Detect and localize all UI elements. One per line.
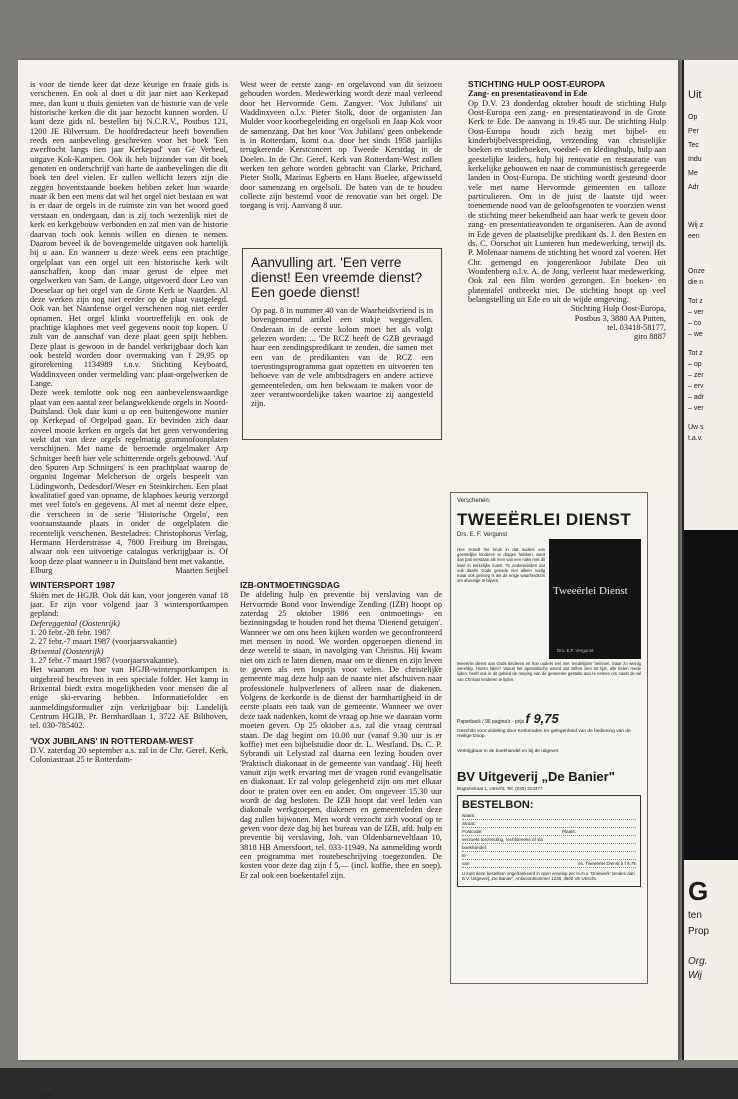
order-form-title: BESTELBON:: [462, 799, 534, 811]
order-form-note: U kunt deze bestelbon ongefrankeerd in open envelop per m.m.v. 'Drukwerk' zenden aan B.V. Uitgeverij „De Banier", Antwoordnummer 1238, 3500 VE Utrecht.: [462, 871, 635, 881]
p2-line-5: Indu: [688, 156, 702, 163]
form-bookshop-field[interactable]: [462, 845, 636, 852]
p2-line-10: Onze: [688, 268, 705, 275]
ad-price-line: [457, 711, 559, 726]
p2-line-7: Adr: [688, 184, 699, 191]
form-send-field[interactable]: [462, 837, 636, 844]
form-name-label: Naam:: [462, 813, 476, 818]
book-cover-author: Drs. E.F. Vergunst: [557, 648, 594, 653]
p2-line-12: Tot z: [688, 298, 703, 305]
ad-description: Hoe zeradt het kruis in dat ouders van geestelijke kinderen te dragen hebben, want dan pas verstaan als men van een naks met dit kwel in kerkelijke kunst. Te onderwindien dat ook daarin Gods genade niet alleen nodig maar ook genoeg is als de enige waarheidszin om afwezige te blijven.: [457, 547, 545, 584]
ad-author: Drs. E. F. Vergunst: [457, 532, 508, 538]
order-form[interactable]: [457, 795, 641, 887]
ad-note-2: Verkrijgbaar in de boekhandel en bij de uitgever.: [457, 749, 560, 754]
p2-line-11: die n: [688, 279, 704, 286]
p2-line-22: Uw s: [688, 424, 704, 431]
publisher-name: BV Uitgeverij „De Banier": [457, 769, 615, 784]
form-van-label: van: [462, 861, 470, 866]
wintersport-location-1: Defereggental (Oostenrijk): [30, 618, 120, 628]
p2-big-letter: G: [688, 876, 709, 906]
wintersport-date-3: 1. 27 febr.-7 maart 1987 (voorjaarsvakantie).: [30, 655, 179, 665]
signature-place: Elburg: [30, 565, 53, 575]
orgel-paragraph: Deze week temlotte ook nog een aanbevelenswaardige plaat van een aantal zeer belangwekkende orgels in Noord-Duitsland. Ook daar kunt u op een buitengewone manier op Kerkepad of Orgelpad gaan. Er bevinden zich daar zoveel mooie kerken en orgels dat het geen verwondering wekt dat van deze orgels regelmatig grammofoonplaten verschijnen. Met name de beroemde orgelmaker Arp Schnitger heeft hier vele schitterende orgels gebouwd. 'Auf den Spuren Arp Schnitgers' is een prachtplaat waarop de organist Ingemar Melcherson de orgels bespeelt van Lüdingworth, Dedesdorf/Weser en Steinkirchen. Een plaat kwalitatief goed van opname, de klaphoes keurig verzorgd met veel foto's en gegevens. Al met al neemt deze elpee, die verscheen in de serie 'Historische Orgeln', een vooraanstaande plaats in onder de orgelplaten die recentelijk verschenen. Besteladres: Christophorus Verlag, Hermann Herderstrasse 4, 7800 Freiburg im Breisgau, alwaar ook een uitvoerige catalogus verkrijgbaar is. Of koop deze plaat wanneer u in Duitsland bent met vakantie.: [30, 388, 228, 566]
price-label: Paperback / 96 pagina's - prijs: [457, 719, 525, 725]
ad-pre-title: Verschenen:: [457, 498, 491, 504]
form-bookshop-label: boekhandel:: [462, 845, 488, 850]
wintersport-text-2: Het waarom en hoe van HGJB-wintersportkampen is uitgebreid beschreven in een speciale folder. Het kamp in Brixental biedt extra mogelijkheden voor mensen die al enige ski-ervaring hebben. Informatiefolder en aanmeldingsformulier zijn verkrijgbaar bij: Landelijk Centrum HGJB, Pr. Bernhardlaan 1, 3722 AE Bilthoven, tel. 030-785402.: [30, 665, 228, 731]
form-send-label: verzoekt toezending, rechtstreeks of via: [462, 837, 543, 842]
address-line-4: giro 8887: [633, 332, 666, 342]
p2-line-17: – op: [688, 361, 702, 368]
ad-description-2: tweeërlei dienst aan Gods kinderen en hun ouders wel met 'medelijden' beinnen, maar zo weinig wereldig. Hoezo falen? Vanuit het apostolische woord dat zelfen zien tot lijdt, alle leden mede lijden, heeft ook in dit gebied de roeping van de gemeente gestalte aan te nemen om naast de wil van Christus kinderen te lijden.: [457, 661, 641, 682]
p2-line-19: – erv: [688, 383, 704, 390]
wintersport-text: Skiën met de HGJB. Ook dát kan, voor jongeren vanaf 18 jaar. Er zijn voor volgend jaar 3 wintersportkampen gepland:: [30, 590, 228, 619]
p2-prop: Prop: [688, 926, 710, 937]
heading-wintersport: WINTERSPORT 1987: [30, 580, 116, 591]
address-line-1: Stichting Hulp Oost-Europa,: [570, 304, 666, 314]
column-2-bottom: [240, 575, 442, 1045]
column-3: [468, 80, 666, 520]
publisher-address: Bogtenstraat 1, Utrecht. Tel. (030) 313377: [457, 786, 543, 791]
form-te-field[interactable]: [462, 853, 636, 860]
page-number: 626: [42, 1092, 52, 1099]
form-street-field[interactable]: [462, 821, 636, 828]
price-value: f 9,75: [525, 711, 559, 726]
heading-izb: IZB-ONTMOETINGSDAG: [240, 580, 340, 590]
ad-note-1: Geschikt voor uitdeling door Kerkeraden ter gelegenheid van de bediening van de Heilige Doop.: [457, 729, 631, 739]
ad-title: TWEEËRLEI DIENST: [457, 510, 632, 529]
p2-line-2: Op: [688, 114, 698, 121]
column-2-top: [240, 80, 442, 245]
address-line-3: tel. 03418-58177,: [607, 322, 666, 332]
correction-box: [242, 248, 442, 440]
p2-ten: ten: [688, 910, 702, 921]
p2-line-14: – co: [688, 320, 702, 327]
p2-line-13: – ver: [688, 309, 704, 316]
stichting-subheading: Zang- en presentatieavond in Ede: [468, 89, 588, 99]
stichting-text: Op D.V. 23 donderdag oktober houdt de stichting Hulp Oost-Europa een zang- en presentatieavond in de Grote Kerk te Ede. De aanvang is 19.45 uur. De stichting Hulp Oost-Europa houdt zich bezig met bijbel- en kinderbijbelverspreiding, verzending van christelijke boeken en studieboeken, voedsel- en kledinghulp, hulp aan geestelijke leiders, hulp bij renovatie en restauratie van kerkelijke gebouwen en naar de communistisch geregeerde landen in Oost-Europa. De stichting wordt gesteund door vele met name Hervormde gemeenten en talloze particulieren. Om in de juist de laatste tijd weer toenemende nood van de geloofsgenoten te voorzien wenst de stichting meer bekendheid aan haar werk te geven door zang- en presentatieavonden te organiseren. Aan de avond in Ede geven de plaatselijke predikant ds. J. den Besten en ds. C. Oorschot uit Lunteren hun medewerking, terwijl ds. P. Molenaar namens de stichting het woord zal voeren. Het Chr. gemengd en jongerenkoor Jubilate Deo uit Woudenberg o.l.v. A. de Jong, verleent haar medewerking. Ook zal een film worden gezongen. En boeken- en platentafel ontbreekt niet. De stichting hoopt op veel belangstelling uit Ede en uit de wijde omgeving.: [468, 98, 666, 304]
intro-paragraph: is voor de tiende keer dat deze keurige en fraaie gids is verschenen. En ook al doet u dit jaar niet aan Kerkepad mee, dan kunt u thuis genieten van de historie van de vele historische kerken die dit jaar bezocht kunnen worden. U kunt deze gids nl. bestellen bij N.C.R.V., Postbus 121, 1200 JE Hilversum. De hoofdredacteur heeft bovendien reeds een aanbeveling geschreven voor het boek 'Een zwerftocht langs tien jaar Kerkepad' van Gé Verheul, uitgave Kok-Kampen. Ook ik heb bijzonder van dit boek genoten en onderschrijf van harte de aanbevelingen die dit boek ten deel vielen. Er zullen wellicht lezers zijn die zeggen hoventstaande boeken hebben zeker hun waarde maar ik ben een mens dat wil het orgel niet bestaan en wat is er daar de orgels in de ruimste zin van het woord goed verstaan en ondergaan, dan is zij toch wezenlijk niet de kerk en kerkgebouw verbonden en zal men van de historie daarvan toch ook kennis willen en dienen te nemen. Daarom beveel ik de bovengemelde uitgaven ook hartelijk bij u aan. En wanneer u deze week eens een prachtige orgelplaat van een orgel uit een historische kerk wilt aanschaffen, koop dan maar gerust de elpee met orgelwerken van Sam. de Lange, uitgevoerd door Leo van Doeselaar op het orgel van de Grote Kerk te Naarden. Al deze werken zijn nog niet eerder op de plaat vastgelegd. Ook van het Naardense orgel verschenen nog niet eerder opnamen. Het orgel klinkt voortreffelijk en ook de prachtige klaphoes met veel gegevens nooit top kopen. U zult van de aanschaf van deze plaat geen spijt hebben. Deze plaat is gewoon in de handel verkrijgbaar doch kan ook besteld worden door overmaking van f 29,95 op girorekening 1134989 t.n.v. Stichting Keyboard, Waddinxveen onder vermelding van: plaat-orgelwerken de Lange.: [30, 80, 228, 388]
signature: [30, 566, 228, 575]
form-place-label: Plaats:: [561, 829, 576, 834]
signature-author: Maarten Seijbel: [175, 565, 228, 575]
p2-line-20: – adr: [688, 394, 704, 401]
address-line-2: Postbus 3, 3880 AA Putten,: [574, 313, 666, 323]
p2-line-23: t.a.v.: [688, 435, 703, 442]
p2-line-6: Me: [688, 170, 698, 177]
p2-line-16: Tot z: [688, 350, 703, 357]
form-postcode-field[interactable]: [462, 829, 636, 836]
p2-line-15: – we: [688, 331, 703, 338]
form-copies-label: ex. Tweeërlei Dienst à f 9,75: [578, 861, 636, 866]
p2-line-3: Per: [688, 128, 699, 135]
p2-org: Org.: [688, 956, 708, 967]
form-postcode-label: Postcode:: [462, 829, 483, 834]
vox-text: D.V. zaterdag 20 september a.s. zal in de Chr. Geref. Kerk, Coloniastraat 25 te Rotterdam-: [30, 746, 228, 765]
p2-line-9: een: [688, 233, 700, 240]
wintersport-date-1: 1. 20 febr.-28 febr. 1987: [30, 627, 111, 637]
book-advertisement: [450, 492, 648, 984]
wintersport-location-2: Brixental (Oostenrijk): [30, 646, 104, 656]
adjacent-page: [682, 60, 738, 1060]
heading-stichting: STICHTING HULP OOST-EUROPA: [468, 80, 606, 89]
book-cover-title: Tweeërlei Dienst: [553, 585, 628, 597]
correction-title: Aanvulling art. 'Een verre dienst! Een vreemde dienst? Een goede dienst!: [251, 255, 423, 300]
p2-line-4: Tec: [688, 142, 699, 149]
wintersport-date-2: 2. 27 febr.-7 maart 1987 (voorjaarsvakantie): [30, 637, 177, 647]
p2-wij: Wij: [688, 970, 702, 981]
p2-line-1: Uit: [688, 89, 702, 101]
p2-dark-image: [684, 530, 738, 860]
form-name-field[interactable]: [462, 813, 636, 820]
izb-text: De afdeling hulp en preventie bij verslaving van de Hervormde Bond voor Inwendige Zending (IZB) hoopt op zaterdag 25 oktober 1986 een ontmoetings- en bezinningsdag te houden rond het thema 'Dienend getuigen'. Wanneer we om ons heen kijken worden we geconfronteerd met mensen in nood. We worden opgeroepen dienend in deze wereld te staan, in navolging van Christus. Hij kwam niet om zich te laten dienen, maar om te dienen en zijn leven te geven als een losprijs voor velen. De christelijke gemeente mag deze hulp aan de naaste niet afschuiven naar professionele hulpverleners of alleen naar de diakenen. Volgens de kerkorde is de dienst der barmhartigheid in de eerste plaats een taak van de gemeente. Wanneer we over deze taak nadenken, komt de vraag op hoe we daaraan vorm moeten geven. Op 25 oktober a.s. zal die vraag centraal staan. De dag begint om 10.00 uur (vanaf 9.30 uur is er koffie) met een bijbelstudie door dr. L. Westland. Ds. C. P. Sybrandi uit Lelystad zal daarna een lezing houden over 'Praktisch diakonaat in de gemeente van vandaag'. Hij heeft vanuit zijn werk ervaring met de vragen rond evangelisatie en diakonaat. Er zal volop gelegenheid zijn om met elkaar door te praten over een en ander. Om ongeveer 15.30 uur wordt de dag besloten. De IZB hoopt dat veel leden van diakonale werkgroepen, diakenen en gemeenteleden deze dag zullen bijwonen. Men wordt verzocht zich vooraf op te geven voor deze dag bij het bureau van de IZB, afd. hulp en preventie bij verslaving, Joh. van Oldenbarneveltlaan 10, 3818 HB Amersfoort, tel. 033-11949. Na aanmelding wordt een programma met routebeschrijving toegezonden. De kosten voor deze dag zijn f 5,— (incl. koffie, thee en soep). Er zal ook een boekentafel zijn.: [240, 590, 442, 880]
p2-line-18: – zer: [688, 372, 704, 379]
heading-vox-jubilans: 'VOX JUBILANS' IN ROTTERDAM-WEST: [30, 735, 194, 746]
form-street-label: Straat:: [462, 821, 476, 826]
form-te-label: te: [462, 853, 466, 858]
form-copies-field[interactable]: [462, 861, 636, 868]
p2-line-21: – ver: [688, 405, 704, 412]
column-1: [30, 80, 228, 1040]
book-cover-image: [549, 539, 641, 659]
p2-line-8: Wij z: [688, 222, 704, 229]
vox-continued: West weer de eerste zang- en orgelavond van dit seizoen gehouden worden. Medewerking wordt deze maal verleend door het Hervormde Gem. Zangver. 'Vox Jubilans' uit Waddinxveen o.l.v. Pieter Stolk, door de organisten Jan Mulder voor koorbegeleiding en orgelsoli en Jaap Kok voor de samenzang. Dat het koor 'Vox Jubilans' geen onbekende is in Rotterdam, komt o.a. door het sinds 1958 jaarlijks terugkerende Kerstconcert op Tweede Kerstdag in de Doelen. In de Chr. Geref. Kerk van Rotterdam-West zullen werken ten gehore worden gebracht van Clarke, Prichard, Pieter Stolk, Marinus Egberts en Hans Boelee, afgewisseld door samenzang en orgelsoli. De baten van de te houden collecte zijn bestemd voor de renovatie van het orgel. De toegang is vrij. Aanvang 8 uur.: [240, 80, 442, 211]
correction-body: Op pag. 8 in nummer 40 van de Waarheidsvriend is in bovengenoemd artikel een stukje weggevallen. Onderaan in de eerste kolom moet het als volgt gelezen worden: ... 'De RCZ heeft de GZB gevraagd haar een zendingspredikant te zenden, die samen met een van de predikanten van de RCZ een toerustingsprogramma gaat opzetten en uitvoeren ten behoeve van de vele ambtsdragers en andere actieve gemeenteleden, om hen bekwaam te maken voor de zeer verantwoordelijke taken waartoe zij aangesteld zijn.: [251, 306, 433, 409]
